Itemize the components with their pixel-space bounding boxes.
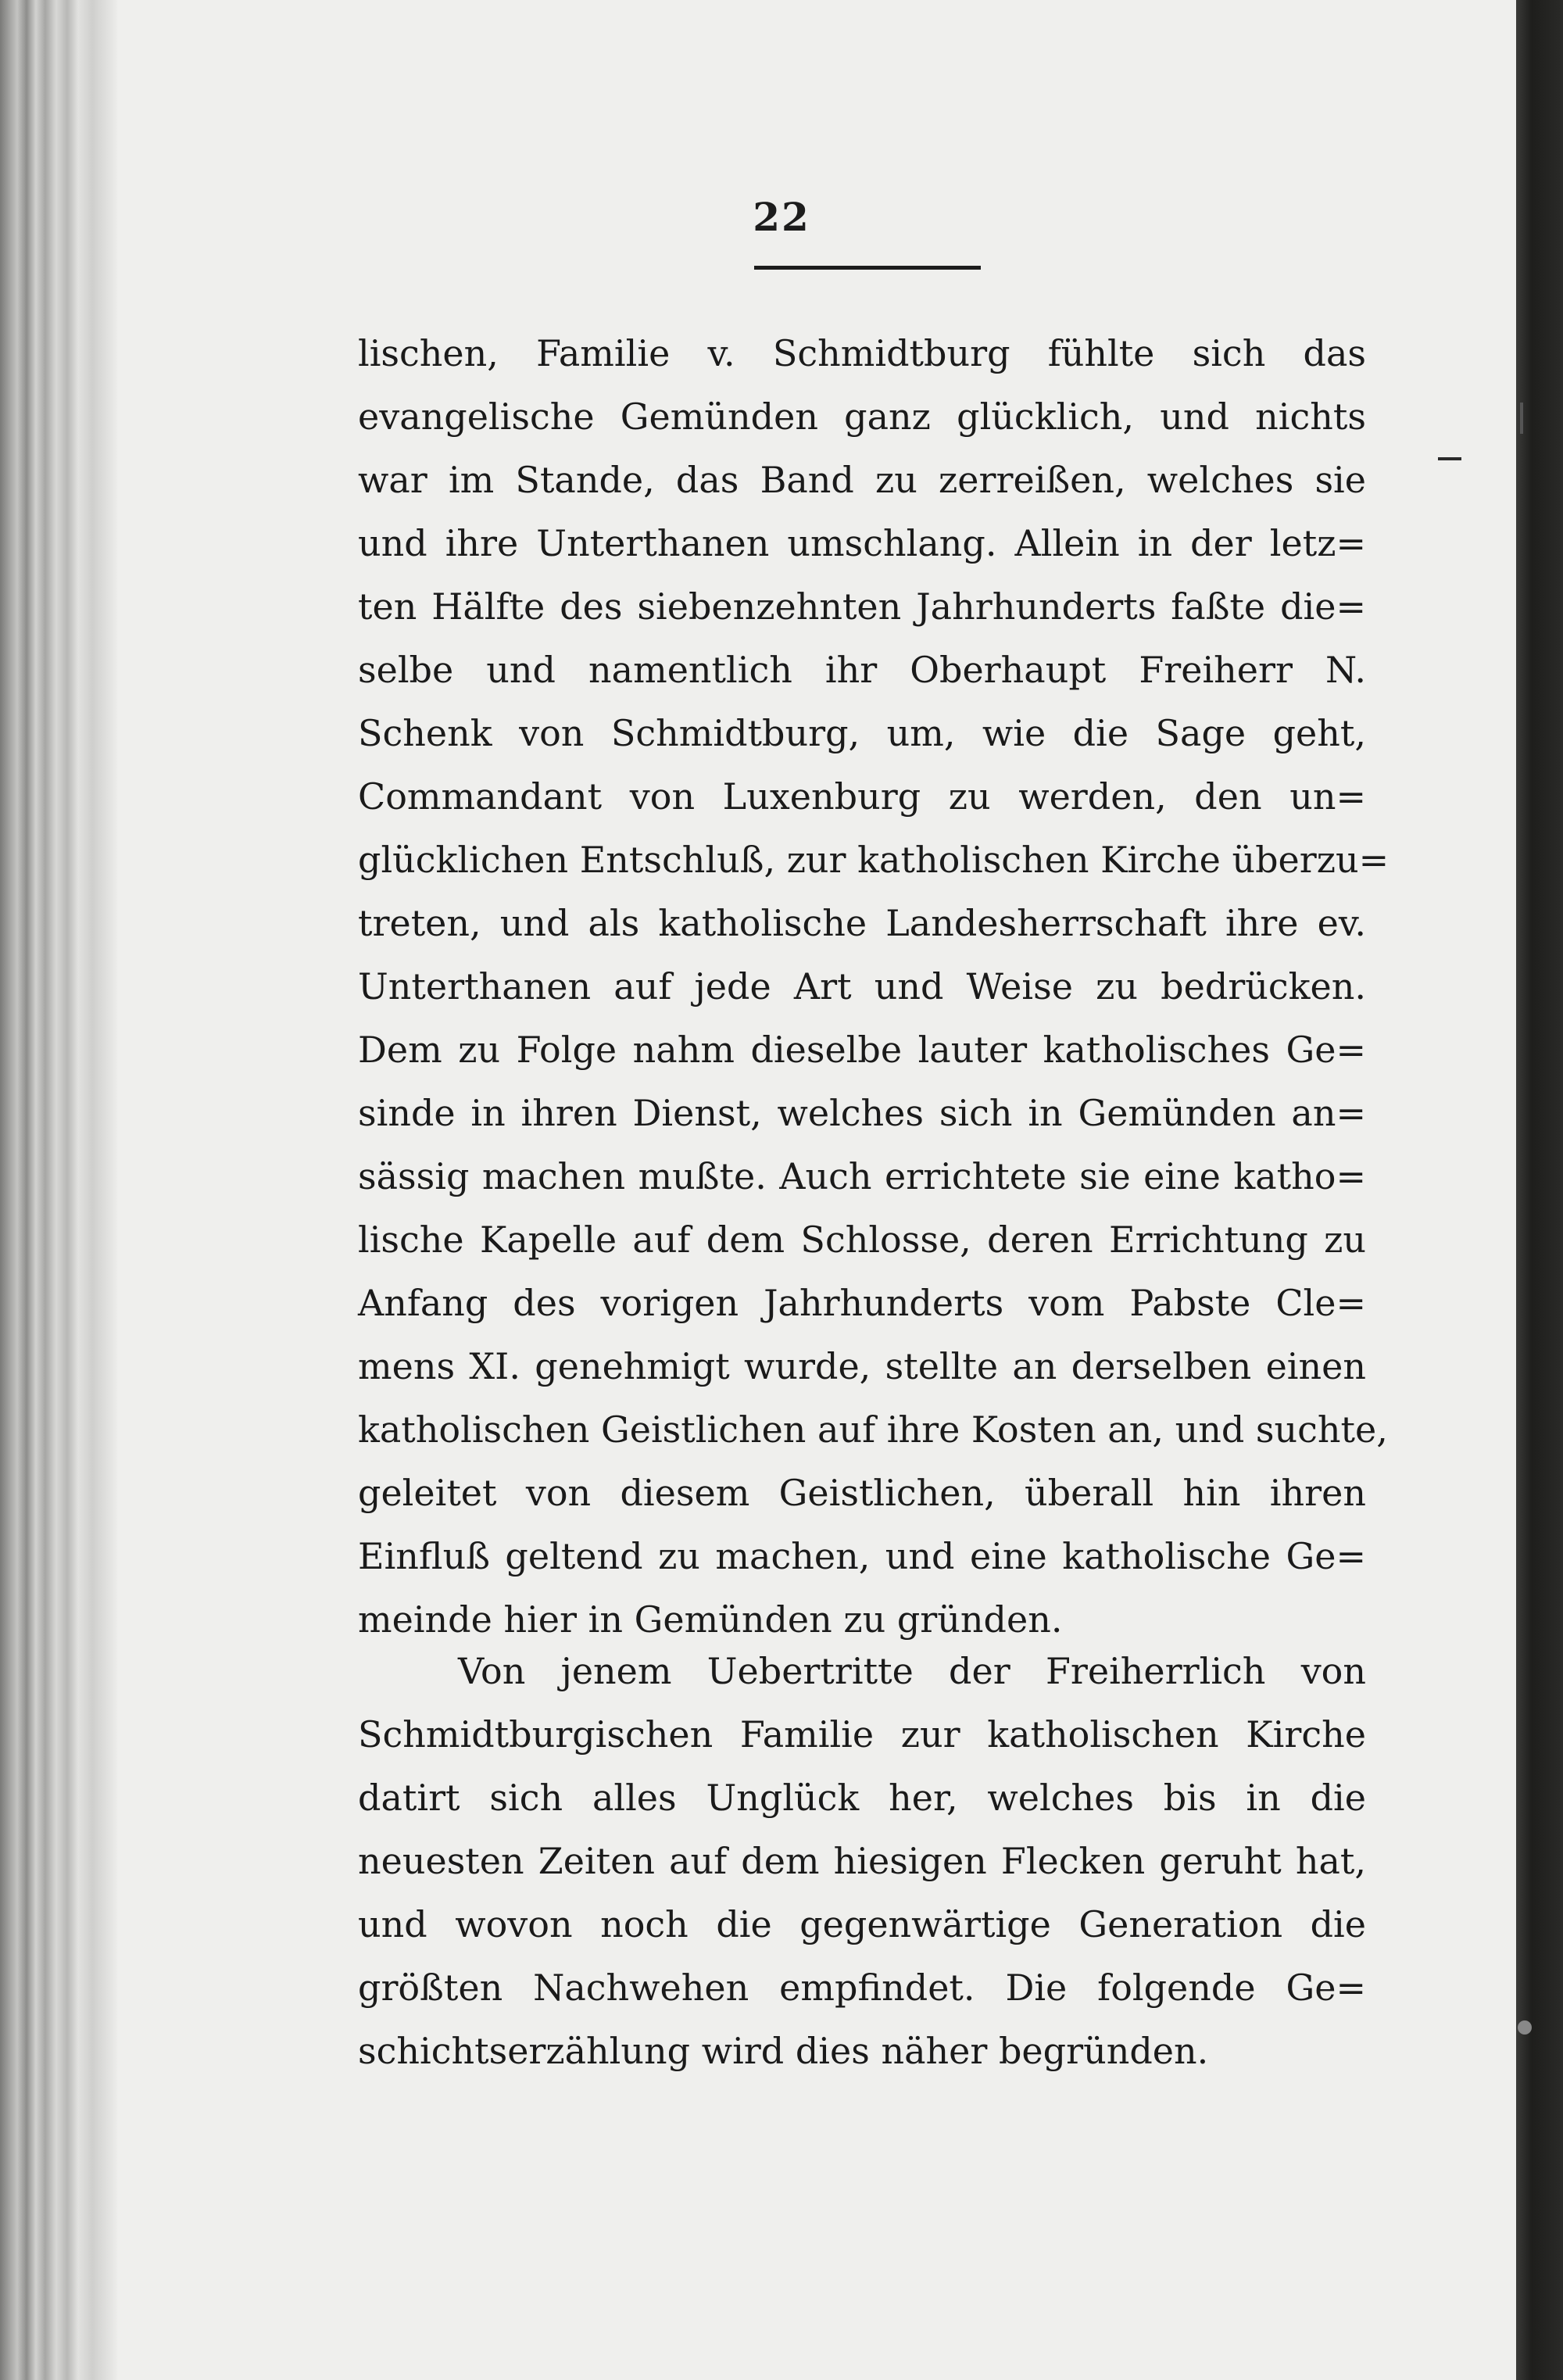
margin-dash-mark bbox=[1438, 457, 1461, 460]
text-line: lische Kapelle auf dem Schlosse, deren Errichtung zu bbox=[358, 1219, 1366, 1261]
page-number: 22 bbox=[753, 194, 810, 240]
text-line: Einfluß geltend zu machen, und eine katholische Ge= bbox=[358, 1535, 1366, 1577]
text-line: und ihre Unterthanen umschlang. Allein in der letz= bbox=[358, 522, 1366, 564]
text-line: mens XI. genehmigt wurde, stellte an derselben einen bbox=[358, 1345, 1366, 1387]
text-line: datirt sich alles Unglück her, welches bis in die bbox=[358, 1777, 1366, 1819]
paragraph-1 bbox=[358, 322, 1390, 1652]
text-line: meinde hier in Gemünden zu gründen. bbox=[358, 1598, 1063, 1641]
text-line: sässig machen mußte. Auch errichtete sie eine katho= bbox=[358, 1155, 1366, 1197]
text-line: katholischen Geistlichen auf ihre Kosten an, und suchte, bbox=[358, 1408, 1388, 1451]
text-line: sinde in ihren Dienst, welches sich in Gemünden an= bbox=[358, 1092, 1366, 1134]
text-line: Schmidtburgischen Familie zur katholischen Kirche bbox=[358, 1713, 1366, 1755]
text-line: geleitet von diesem Geistlichen, überall hin ihren bbox=[358, 1472, 1366, 1514]
margin-tick-mark bbox=[1520, 403, 1523, 434]
text-line: Anfang des vorigen Jahrhunderts vom Pabste Cle= bbox=[358, 1282, 1366, 1324]
text-line: und wovon noch die gegenwärtige Generation die bbox=[358, 1903, 1366, 1945]
text-line: Commandant von Luxenburg zu werden, den un= bbox=[358, 775, 1366, 818]
text-line: lischen, Familie v. Schmidtburg fühlte sich das bbox=[358, 332, 1366, 374]
text-line: evangelische Gemünden ganz glücklich, und nichts bbox=[358, 395, 1366, 438]
book-page-stack-edge bbox=[0, 0, 117, 2380]
text-line: Von jenem Uebertritte der Freiherrlich von bbox=[458, 1650, 1366, 1692]
text-line: schichtserzählung wird dies näher begründen. bbox=[358, 2030, 1209, 2072]
text-line: glücklichen Entschluß, zur katholischen Kirche überzu= bbox=[358, 839, 1390, 881]
text-line: ten Hälfte des siebenzehnten Jahrhunderts faßte die= bbox=[358, 585, 1366, 628]
header-rule bbox=[754, 266, 981, 270]
paragraph-2 bbox=[358, 1640, 1366, 2083]
text-line: Dem zu Folge nahm dieselbe lauter katholisches Ge= bbox=[358, 1029, 1366, 1071]
text-line: selbe und namentlich ihr Oberhaupt Freiherr N. bbox=[358, 649, 1366, 691]
text-line: Schenk von Schmidtburg, um, wie die Sage geht, bbox=[358, 712, 1366, 754]
text-line: war im Stande, das Band zu zerreißen, welches sie bbox=[358, 459, 1366, 501]
text-line: größten Nachwehen empfindet. Die folgende Ge= bbox=[358, 1967, 1366, 2009]
margin-dot-mark bbox=[1518, 2020, 1532, 2035]
text-line: neuesten Zeiten auf dem hiesigen Flecken geruht hat, bbox=[358, 1840, 1366, 1882]
text-line: treten, und als katholische Landesherrschaft ihre ev. bbox=[358, 902, 1366, 944]
text-line: Unterthanen auf jede Art und Weise zu bedrücken. bbox=[358, 965, 1366, 1007]
